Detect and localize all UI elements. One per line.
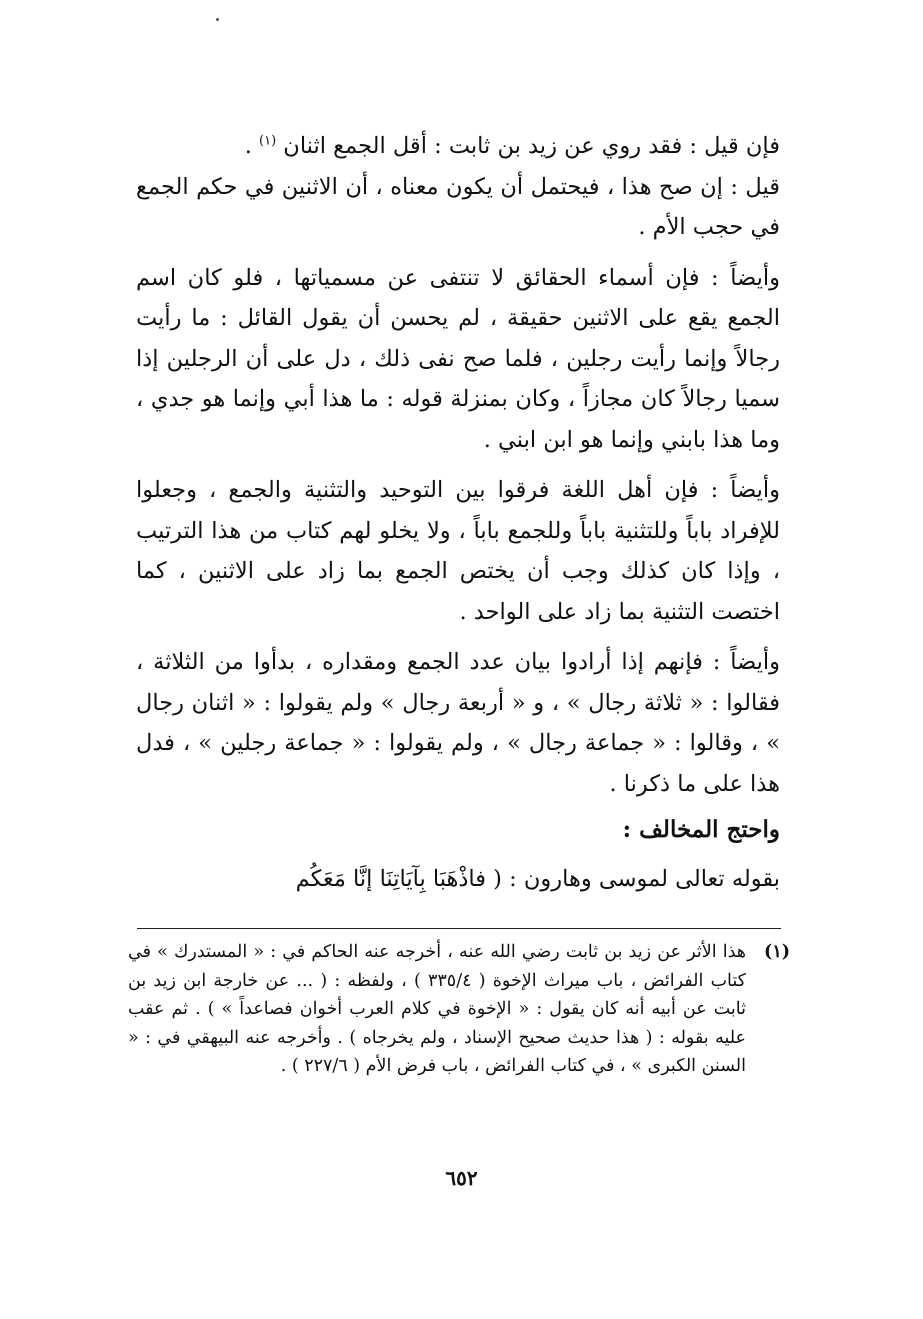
footnote-separator: [137, 928, 781, 929]
footnote-text: هذا الأثر عن زيد بن ثابت رضي الله عنه ، أخرجه عنه الحاكم في : « المستدرك » في كتاب الفرائض ، باب ميراث الإخوة ( ٣٣٥/٤ ) ، ولفظه : ( ... عن خارجة ابن زيد بن ثابت عن أبيه أنه كان يقول : « الإخوة في كلام العرب أخوان فصاعداً » ) . ثم عقب عليه بقوله : ( هذا حديث صحيح الإسناد ، ولم يخرجاه ) . وأخرجه عنه البيهقي في : « السنن الكبرى » ، في كتاب الفرائض ، باب فرض الأم ( ٢٢٧/٦ ) .: [128, 942, 746, 1076]
page-number: ٦٥٢: [445, 1166, 478, 1190]
verse-intro: بقوله تعالى لموسى وهارون :: [509, 865, 780, 892]
paragraph-argument-counting: وأيضاً : فإنهم إذا أرادوا بيان عدد الجمع ومقداره ، بدأوا من الثلاثة ، فقالوا : « ثلاثة رجال » ، و « أربعة رجال » ولم يقولوا : « اثنان رجال » ، وقالوا : « جماعة رجال » ، ولم يقولوا : « جماعة رجلين » ، فدل هذا على ما ذكرنا .: [136, 649, 780, 797]
footnotes-section: [128, 938, 790, 1081]
main-text: [136, 126, 780, 899]
paragraph-text: فإن قيل : فقد روي عن زيد بن ثابت : أقل الجمع اثنان: [283, 133, 780, 159]
verse-line: [136, 859, 780, 900]
paragraph-reply: قيل : إن صح هذا ، فيحتمل أن يكون معناه ، أن الاثنين في حكم الجمع في حجب الأم .: [136, 173, 780, 240]
paragraph-objection: [136, 126, 780, 167]
scan-speck: [216, 18, 219, 21]
footnote-number: (١): [764, 942, 790, 962]
footnote-reference[interactable]: (١): [259, 133, 277, 149]
footnote-item: [128, 938, 790, 1081]
section-heading: واحتج المخالف :: [622, 816, 780, 843]
quran-verse: ( فاذْهَبَا بِآيَاتِنَا إنَّا مَعَكُم: [295, 865, 502, 892]
closing-dot: .: [244, 133, 252, 159]
paragraph-argument-names: وأيضاً : فإن أسماء الحقائق لا تنتفى عن مسمياتها ، فلو كان اسم الجمع يقع على الاثنين حقيقة ، لم يحسن أن يقول القائل : ما رأيت رجالاً وإنما رأيت رجلين ، فلما صح نفى ذلك ، دل على أن الرجلين إذا سميا رجالاً كان مجازاً ، وكان بمنزلة قوله : ما هذا أبي وإنما هو جدي ، وما هذا بابني وإنما هو ابن ابني .: [136, 264, 780, 453]
paragraph-argument-grammar: وأيضاً : فإن أهل اللغة فرقوا بين التوحيد والتثنية والجمع ، وجعلوا للإفراد باباً وللتثنية باباً وللجمع باباً ، ولا يخلو لهم كتاب من هذا الترتيب ، وإذا كان كذلك وجب أن يختص الجمع بما زاد على الاثنين ، كما اختصت التثنية بما زاد على الواحد .: [136, 477, 780, 625]
